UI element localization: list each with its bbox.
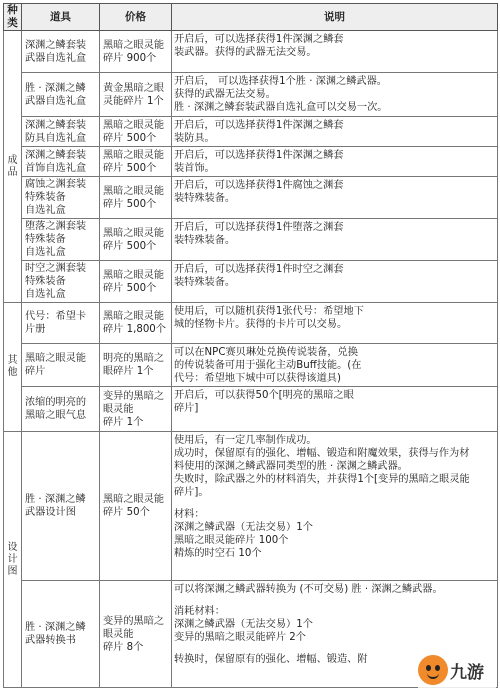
category-label: 设计图 — [7, 541, 18, 577]
table-row — [4, 177, 498, 219]
price-cell-line: 碎片 1,800个 — [103, 324, 166, 335]
category-cell — [4, 31, 22, 303]
desc-cell — [172, 432, 498, 581]
table-header-row — [4, 4, 498, 31]
price-cell — [100, 73, 172, 117]
desc-cell-line: 装武器。获得的武器无法交易。 — [174, 47, 317, 58]
desc-cell — [172, 261, 498, 303]
mascot-icon — [418, 655, 448, 685]
desc-cell-line: 使用后，可以随机获得1张代号：希望地下 — [174, 306, 364, 317]
desc-cell — [172, 31, 498, 73]
desc-cell-line: 深渊之鳞武器（无法交易）1个 — [174, 522, 313, 533]
item-cell-line: 武器自选礼盒 — [25, 95, 87, 107]
desc-cell — [172, 219, 498, 261]
table-row — [4, 219, 498, 261]
header-price: 价格 — [100, 4, 172, 31]
price-cell-line: 碎片 1个 — [103, 416, 144, 428]
item-cell-line: 深渊之鳞套装 — [25, 39, 87, 51]
desc-cell-line: 料使用的深渊之鳞武器同类型的胜 · 深渊之鳞武器。 — [174, 461, 408, 472]
desc-cell-line: 黑暗之眼灵能碎片 100个 — [174, 535, 289, 546]
item-cell-line: 浓缩的明亮的 — [25, 397, 87, 408]
desc-cell-line: 碎片] — [174, 403, 199, 414]
item-cell-line: 防具自选礼盒 — [25, 132, 87, 144]
desc-cell-line: 开启后，可以选择获得1件时空之渊套 — [174, 264, 344, 275]
item-cell — [22, 432, 100, 581]
desc-cell — [172, 73, 498, 117]
item-cell-line: 特殊装备 — [25, 192, 66, 203]
price-cell-line: 黑暗之眼灵能 — [103, 39, 165, 51]
item-cell — [22, 261, 100, 303]
header-category: 种类 — [4, 4, 22, 31]
item-cell-line: 片册 — [25, 324, 46, 335]
table-row — [4, 261, 498, 303]
desc-cell-line: 转换时，保留原有的强化、增幅、锻造、附 — [174, 654, 368, 665]
desc-cell-line: 装特殊装备。 — [174, 193, 236, 204]
item-cell-line: 腐蚀之渊套装 — [25, 179, 87, 190]
desc-cell-line: 装首饰。 — [174, 163, 215, 174]
item-cell — [22, 31, 100, 73]
desc-cell-line: 消耗材料： — [174, 606, 225, 617]
desc-cell-line: 城的怪物卡片。获得的卡片可以交易。 — [174, 319, 348, 330]
desc-cell-line: 的传说装备可用于强化主动Buff技能。(在 — [174, 360, 362, 371]
item-cell-line: 碎片 — [25, 366, 46, 377]
price-cell-line: 明亮的黑暗之 — [103, 353, 165, 364]
price-cell-line: 黑暗之眼灵能 — [103, 149, 165, 161]
watermark-text: 九游 — [450, 662, 484, 683]
item-cell-line: 自选礼盒 — [25, 205, 66, 216]
price-cell — [100, 177, 172, 219]
price-cell — [100, 387, 172, 432]
desc-cell-line: 开启后，可以选择获得1件腐蚀之渊套 — [174, 180, 344, 191]
price-cell-line: 黑暗之眼灵能 — [103, 494, 165, 505]
item-cell-line: 胜 · 深渊之鳞 — [25, 82, 86, 94]
category-label: 其他 — [7, 355, 18, 378]
price-cell-line: 碎片 500个 — [103, 132, 157, 144]
item-cell-line: 堕落之渊套装 — [25, 221, 87, 232]
desc-cell-line: 装特殊装备。 — [174, 235, 236, 246]
category-cell — [4, 432, 22, 688]
item-cell-line: 特殊装备 — [25, 234, 66, 245]
site-watermark — [418, 651, 496, 689]
item-cell — [22, 117, 100, 147]
item-cell — [22, 177, 100, 219]
desc-cell-line: 开启后，可以选择获得1件深渊之鳞套 — [174, 34, 344, 45]
price-cell-line: 黑暗之眼灵能 — [103, 185, 165, 197]
item-cell-line: 深渊之鳞套装 — [25, 119, 87, 131]
item-cell-line: 武器设计图 — [25, 507, 76, 518]
desc-cell — [172, 387, 498, 432]
desc-cell-line: 开启后，可以选择获得1件深渊之鳞套 — [174, 150, 344, 161]
price-cell-line: 碎片 900个 — [103, 52, 157, 64]
category-label: 成品 — [7, 154, 18, 178]
price-cell-line: 黑暗之眼灵能 — [103, 227, 165, 239]
desc-cell-line: 材料： — [174, 509, 205, 520]
desc-cell-line: 装防具。 — [174, 133, 215, 144]
item-cell-line: 胜 · 深渊之鳞 — [25, 622, 86, 633]
table-row — [4, 31, 498, 73]
price-cell — [100, 31, 172, 73]
price-cell — [100, 432, 172, 581]
price-cell-line: 黑暗之眼灵能 — [103, 311, 165, 322]
item-cell-line: 特殊装备 — [25, 276, 66, 287]
desc-cell-line: 可以在NPC赛贝琳处兑换传说装备，兑换 — [174, 347, 358, 358]
table-row — [4, 117, 498, 147]
price-cell-line: 黑暗之眼灵能 — [103, 269, 165, 281]
desc-cell-line: 碎片]。 — [174, 487, 209, 498]
desc-cell-line: 胜 · 深渊之鳞套装武器自选礼盒可以交易一次。 — [174, 102, 388, 113]
price-cell-line: 碎片 500个 — [103, 240, 157, 252]
desc-cell — [172, 344, 498, 387]
desc-cell — [172, 177, 498, 219]
price-cell — [100, 261, 172, 303]
price-cell — [100, 303, 172, 344]
item-cell-line: 黑暗之眼灵能 — [25, 353, 87, 364]
item-cell — [22, 73, 100, 117]
price-cell — [100, 344, 172, 387]
table-row — [4, 432, 498, 581]
price-cell-line: 碎片 500个 — [103, 198, 157, 210]
desc-cell — [172, 303, 498, 344]
item-cell — [22, 219, 100, 261]
item-cell — [22, 147, 100, 177]
price-cell-line: 黄金黑暗之眼 — [103, 82, 165, 94]
header-desc: 说明 — [172, 4, 498, 31]
item-cell-line: 时空之渊套装 — [25, 263, 87, 274]
item-cell-line: 首饰自选礼盒 — [25, 162, 87, 174]
desc-cell-line: 使用后，有一定几率制作成功。 — [174, 435, 317, 446]
item-cell-line: 胜 · 深渊之鳞 — [25, 494, 86, 505]
price-cell — [100, 219, 172, 261]
desc-cell-line: 失败时，除武器之外的材料消失，并获得1个[变异的黑暗之眼灵能 — [174, 474, 470, 485]
price-cell-line: 灵能碎片 1个 — [103, 95, 164, 107]
desc-cell-line: 成功时，保留原有的强化、增幅、锻造和附魔效果，获得与作为材 — [174, 448, 470, 459]
desc-cell-line: 精炼的时空石 10个 — [174, 548, 262, 559]
header-item: 道具 — [22, 4, 100, 31]
price-cell-line: 碎片 500个 — [103, 162, 157, 174]
desc-cell-line: 深渊之鳞武器（无法交易）1个 — [174, 619, 313, 630]
category-cell — [4, 303, 22, 432]
item-cell-line: 代号：希望卡 — [25, 311, 87, 322]
desc-cell-line: 开启后， 可以选择获得1个胜 · 深渊之鳞武器。 — [174, 76, 387, 87]
item-cell — [22, 581, 100, 688]
table-row — [4, 344, 498, 387]
price-cell — [100, 117, 172, 147]
item-cell-line: 深渊之鳞套装 — [25, 149, 87, 161]
desc-cell-line: 开启后，可以选择获得1件堕落之渊套 — [174, 222, 344, 233]
item-cell-line: 武器转换书 — [25, 635, 76, 646]
item-cell-line: 黑暗之眼气息 — [25, 410, 87, 421]
table-row — [4, 147, 498, 177]
price-cell-line: 碎片 8个 — [103, 641, 144, 653]
desc-cell-line: 开启后，可以选择获得1件深渊之鳞套 — [174, 120, 344, 131]
desc-cell-line: 可以将深渊之鳞武器转换为 (不可交易) 胜 · 深渊之鳞武器。 — [174, 584, 443, 595]
price-cell-line: 眼灵能 — [103, 403, 134, 415]
price-cell-line: 碎片 500个 — [103, 282, 157, 294]
price-cell-line: 眼灵能 — [103, 628, 134, 640]
price-cell-line: 变异的黑暗之 — [103, 390, 165, 402]
desc-cell-line: 获得的武器无法交易。 — [174, 89, 276, 100]
table-row — [4, 73, 498, 117]
price-cell-line: 黑暗之眼灵能 — [103, 119, 165, 131]
desc-cell-line: 变异的黑暗之眼灵能碎片 2个 — [174, 632, 306, 643]
item-cell — [22, 344, 100, 387]
item-cell — [22, 387, 100, 432]
price-cell — [100, 147, 172, 177]
price-cell — [100, 581, 172, 688]
desc-cell-line: 代号：希望地下城中可以获得该道具) — [174, 373, 341, 384]
desc-cell — [172, 117, 498, 147]
desc-cell-line: 开启后，可以获得50个[明亮的黑暗之眼 — [174, 390, 354, 401]
item-cell-line: 自选礼盒 — [25, 247, 66, 258]
desc-cell — [172, 147, 498, 177]
price-cell-line: 碎片 50个 — [103, 507, 150, 518]
price-cell-line: 变异的黑暗之 — [103, 615, 165, 627]
items-table — [3, 3, 498, 688]
item-cell-line: 武器自选礼盒 — [25, 52, 87, 64]
item-cell — [22, 303, 100, 344]
desc-cell-line: 装特殊装备。 — [174, 277, 236, 288]
item-cell-line: 自选礼盒 — [25, 289, 66, 300]
table-row — [4, 303, 498, 344]
table-row — [4, 387, 498, 432]
price-cell-line: 眼碎片 1个 — [103, 366, 154, 377]
